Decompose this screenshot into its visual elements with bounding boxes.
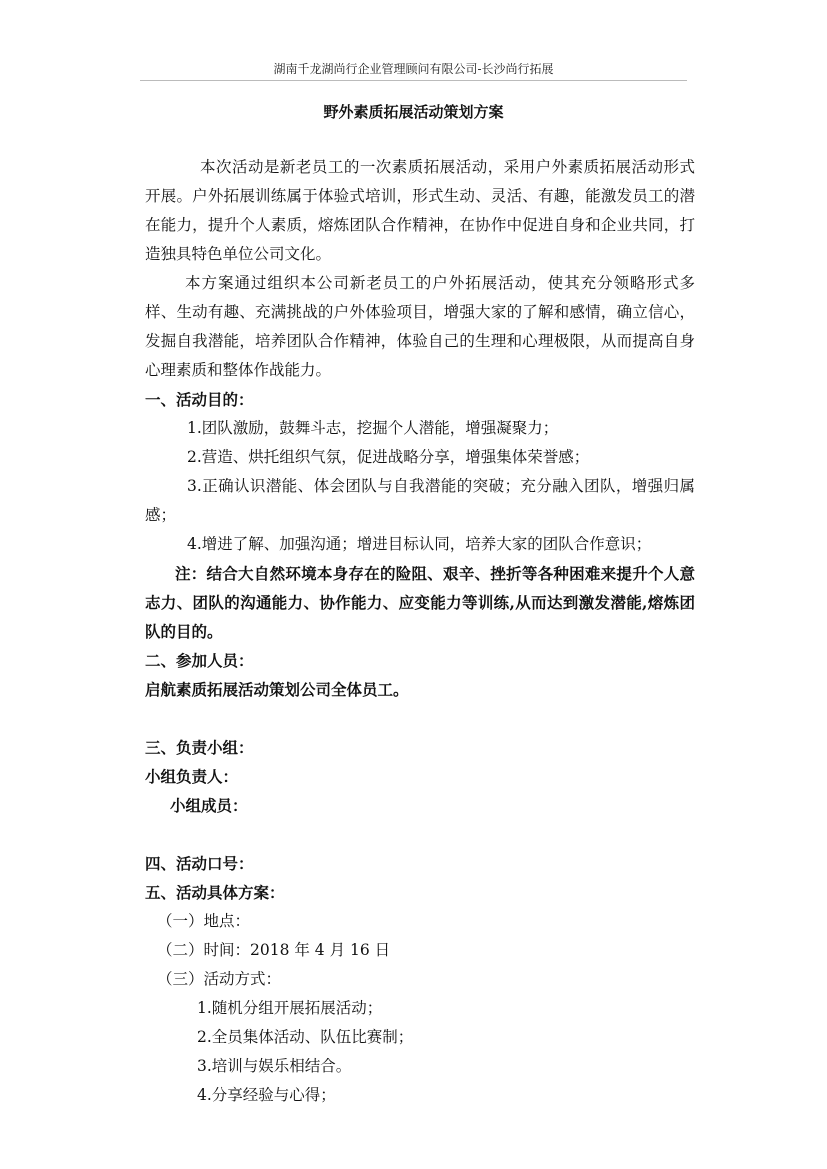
objective-item: 2.营造、烘托组织气氛，促进战略分享，增强集体荣誉感；	[187, 448, 590, 466]
page-header: 湖南千龙湖尚行企业管理顾问有限公司-长沙尚行拓展	[273, 62, 554, 76]
document-title: 野外素质拓展活动策划方案	[323, 103, 504, 121]
mode-item: 2.全员集体活动、队伍比赛制；	[197, 1028, 414, 1046]
plan-location: （一）地点：	[157, 912, 251, 930]
intro-paragraph-2: 本方案通过组织本公司新老员工的户外拓展活动，使其充分领略形式多样、生动有趣、充满挑战的户外体验项目，增强大家的了解和感情，确立信心，发掘自我潜能，培养团队合作精神，体验自己的生理和心理极限，从而提高自身心理素质和整体作战能力。	[145, 274, 695, 379]
section-5-heading: 五、活动具体方案：	[145, 883, 285, 902]
spacer	[145, 820, 695, 849]
plan-mode: （三）活动方式：	[157, 970, 282, 988]
objective-item: 3.正确认识潜能、体会团队与自我潜能的突破；充分融入团队，增强归属感；	[145, 477, 695, 524]
document-body	[145, 153, 695, 1110]
section-3-heading: 三、负责小组：	[145, 738, 254, 757]
mode-item: 4.分享经验与心得；	[197, 1086, 336, 1104]
objective-note: 注：结合大自然环境本身存在的险阻、艰辛、挫折等各种困难来提升个人意志力、团队的沟通能力、协作能力、应变能力等训练,从而达到激发潜能,熔炼团队的目的。	[145, 564, 695, 641]
participants-text: 启航素质拓展活动策划公司全体员工。	[145, 680, 409, 699]
intro-paragraph-1: 本次活动是新老员工的一次素质拓展活动，采用户外素质拓展活动形式开展。户外拓展训练属于体验式培训，形式生动、灵活、有趣，能激发员工的潜在能力，提升个人素质，熔炼团队合作精神，在协作中促进自身和企业共同，打造独具特色单位公司文化。	[145, 158, 695, 263]
section-2-heading: 二、参加人员：	[145, 651, 254, 670]
group-leader-label: 小组负责人：	[145, 767, 239, 786]
header-divider	[140, 80, 687, 81]
objective-item: 4.增进了解、加强沟通；增进目标认同，培养大家的团队合作意识；	[187, 535, 652, 553]
mode-item: 3.培训与娱乐相结合。	[197, 1057, 352, 1075]
objective-item: 1.团队激励，鼓舞斗志，挖掘个人潜能，增强凝聚力；	[187, 419, 559, 437]
mode-item: 1.随机分组开展拓展活动；	[197, 999, 383, 1017]
section-1-heading: 一、活动目的：	[145, 390, 254, 409]
group-members-label: 小组成员：	[170, 796, 248, 815]
section-4-heading: 四、活动口号：	[145, 854, 254, 873]
spacer	[145, 704, 695, 733]
plan-time: （二）时间：2018 年 4 月 16 日	[157, 941, 391, 959]
